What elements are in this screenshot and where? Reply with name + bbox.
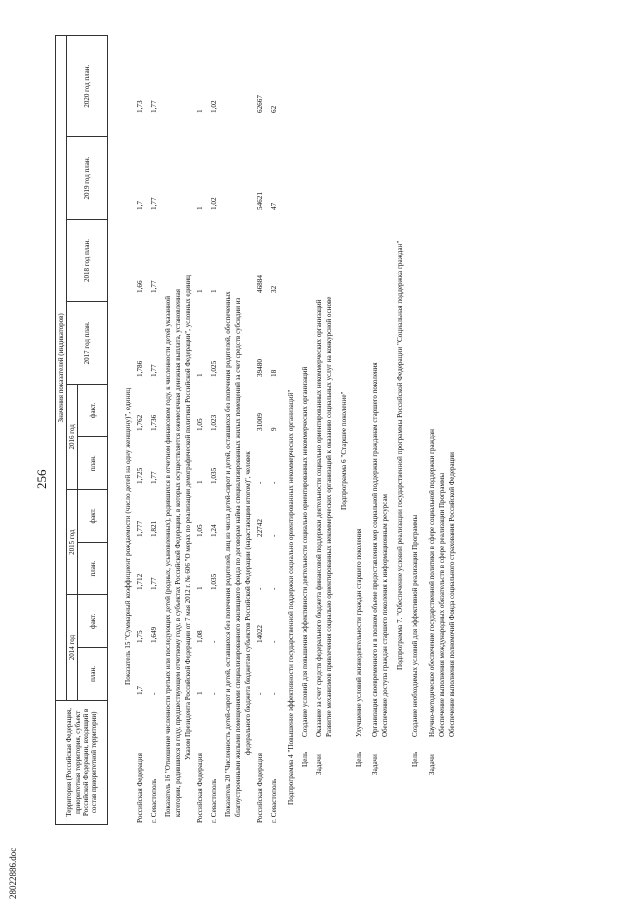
header-plan-2014: план.: [78, 648, 108, 701]
header-fact-2016: факт.: [78, 384, 108, 437]
value-cell: 1,24: [210, 524, 218, 537]
value-cell: 1: [196, 691, 204, 695]
value-cell: 1: [196, 373, 204, 377]
file-id: 28022886.doc: [8, 847, 18, 899]
value-cell: -: [256, 587, 264, 590]
sp4-task: Оказание за счет средств федерального бюджета финансовой поддержки деятельности социально ориентированных некоммерческих организаций: [315, 299, 323, 737]
value-cell: 54621: [256, 192, 264, 210]
value-cell: 1,77: [150, 471, 158, 484]
header-2020: 2020 год план.: [67, 36, 108, 137]
value-cell: 1,77: [150, 197, 158, 210]
header-2014: 2014 год: [67, 595, 78, 700]
value-cell: -: [150, 692, 158, 695]
value-cell: -: [256, 481, 264, 484]
value-cell: 1: [196, 206, 204, 210]
table-row: [150, 0, 160, 905]
value-cell: 1,66: [136, 280, 144, 293]
value-cell: -: [256, 692, 264, 695]
sp7-task: Обеспечение выполнения международных обязательств в сфере реализации Программы: [438, 472, 446, 737]
value-cell: 39480: [256, 359, 264, 377]
value-cell: 1,77: [150, 280, 158, 293]
sp6-task: Обеспечение доступа граждан старшего поколения к информационным ресурсам: [381, 494, 389, 737]
value-cell: 1,035: [210, 467, 218, 484]
value-cell: 1: [196, 480, 204, 484]
value-cell: 1,7: [136, 686, 144, 695]
value-cell: -: [270, 640, 278, 643]
value-cell: 1,02: [210, 197, 218, 210]
table-row: [196, 0, 206, 905]
value-cell: 1,736: [150, 414, 158, 431]
header-plan-2016: план.: [78, 437, 108, 490]
sp4-tasks-label: Задачи: [315, 754, 323, 775]
value-cell: 1,821: [150, 520, 158, 537]
value-cell: 47: [270, 202, 278, 210]
value-cell: 1,023: [210, 414, 218, 431]
subprogram-6-title: Подпрограмма 6 "Старшее поколение": [340, 391, 348, 510]
value-cell: 1,77: [150, 100, 158, 113]
row-name: г. Севастополь: [150, 778, 158, 823]
row-name: г. Севастополь: [210, 778, 218, 823]
value-cell: 1: [196, 289, 204, 293]
row-name: Российская Федерация: [136, 753, 144, 823]
header-2017: 2017 год план.: [67, 302, 108, 384]
value-cell: -: [270, 692, 278, 695]
header-2018: 2018 год план.: [67, 219, 108, 301]
table-row: [210, 0, 220, 905]
table-row: [270, 0, 280, 905]
value-cell: 1,05: [196, 524, 204, 537]
header-2015: 2015 год: [67, 489, 78, 594]
header-values-title: Значения показателей (индикаторов): [56, 36, 67, 701]
header-2016: 2016 год: [67, 384, 78, 489]
value-cell: 1,025: [210, 360, 218, 377]
sp7-goal: Создание необходимых условий для эффективной реализации Программы: [411, 514, 419, 737]
sp6-task: Организация своевременного и в полном объеме предоставления мер социальной поддержки гражданам старшего поколения: [371, 362, 379, 737]
header-2019: 2019 год план.: [67, 137, 108, 219]
indicator-20-line: Показатель 20 "Численность детей-сирот и детей, оставшихся без попечения родителей, лиц из числа детей-сирот и детей, оставшихся без попечения родителей, обеспеченных: [224, 291, 232, 817]
indicator-15-title: Показатель 15 "Суммарный коэффициент рождаемости (число детей на одну женщину)", единиц: [124, 387, 132, 685]
value-cell: -: [270, 534, 278, 537]
header-territory: Территория (Российская Федерация, приоритетная территория, субъект Российской Федерации, входящий в состав приоритетной территории): [56, 700, 108, 824]
sp7-task: Научно-методическое обеспечение государственной политики в сфере социальной поддержки граждан: [428, 429, 436, 737]
value-cell: 1: [210, 289, 218, 293]
indicators-header-table: [55, 35, 108, 825]
sp4-goal-label: Цель: [301, 751, 309, 767]
value-cell: 46884: [256, 275, 264, 293]
value-cell: 1,035: [210, 573, 218, 590]
indicator-16-line: Показатель 16 "Отношение численности третьих или последующих детей (родных, усыновленных), родившихся в отчетном финансовом году, к численности детей указанной: [164, 295, 172, 817]
value-cell: 1,77: [150, 364, 158, 377]
value-cell: -: [270, 481, 278, 484]
value-cell: 1,649: [150, 626, 158, 643]
value-cell: 1,725: [136, 467, 144, 484]
sp7-tasks-label: Задачи: [428, 754, 436, 775]
value-cell: 1,777: [136, 520, 144, 537]
indicator-20-line: федерального бюджета бюджетам субъектов Российской Федерации (нарастающим итогом)", человек: [244, 451, 252, 755]
value-cell: 1,762: [136, 414, 144, 431]
value-cell: 1,08: [196, 630, 204, 643]
row-name: Российская Федерация: [256, 753, 264, 823]
value-cell: 62667: [256, 95, 264, 113]
sp7-goal-label: Цель: [411, 751, 419, 767]
value-cell: 1,77: [150, 577, 158, 590]
value-cell: 18: [270, 369, 278, 377]
sp4-goal: Создание условий для повышения эффективности деятельности социально ориентированных некоммерческих организаций: [301, 366, 309, 737]
value-cell: 1,73: [136, 100, 144, 113]
value-cell: 1: [196, 109, 204, 113]
indicator-20-line: благоустроенными жилыми помещениями специализированного жилищного фонда по договорам найма специализированных жилых помещений за счет средств субсидии из: [234, 297, 242, 817]
value-cell: 1,786: [136, 360, 144, 377]
value-cell: 14022: [256, 625, 264, 643]
value-cell: 22742: [256, 519, 264, 537]
table-row: [256, 0, 266, 905]
row-name: Российская Федерация: [196, 753, 204, 823]
value-cell: 32: [270, 285, 278, 293]
value-cell: -: [210, 640, 218, 643]
value-cell: 31009: [256, 413, 264, 431]
subprogram-4-title: Подпрограмма 4 "Повышение эффективности государственной поддержки социально ориентированных некоммерческих организаций": [287, 389, 295, 805]
value-cell: 1,75: [136, 630, 144, 643]
value-cell: 9: [270, 427, 278, 431]
sp4-task: Развитие механизмов привлечения социально ориентированных некоммерческих организаций к оказанию социальных услуг на конкурсной основе: [325, 296, 333, 737]
sp6-goal: Улучшение условий жизнедеятельности граждан старшего поколения: [355, 528, 363, 737]
value-cell: -: [270, 587, 278, 590]
row-name: г. Севастополь: [270, 778, 278, 823]
table-row: [136, 0, 146, 905]
header-fact-2014: факт.: [78, 595, 108, 648]
header-plan-2015: план.: [78, 542, 108, 595]
value-cell: 1,02: [210, 100, 218, 113]
indicator-16-line: Указом Президента Российской Федерации от 7 мая 2012 г. № 606 "О мерах по реализации демографической политики Российской Федерации", условных единиц: [184, 275, 192, 760]
value-cell: -: [210, 692, 218, 695]
sp6-tasks-label: Задачи: [371, 754, 379, 775]
value-cell: 1,7: [136, 201, 144, 210]
value-cell: 1,05: [196, 418, 204, 431]
value-cell: 1: [196, 586, 204, 590]
sp7-task: Обеспечение выполнения полномочий Фонда социального страхования Российской Федерации: [448, 452, 456, 737]
sp6-goal-label: Цель: [355, 751, 363, 767]
value-cell: 62: [270, 105, 278, 113]
indicator-16-line: категории, родившихся в году, предшествующем отчетному году, в субъектах Российской Федерации, в которых осуществляется ежемесячная денежная выплата, установленная: [174, 289, 182, 817]
value-cell: 1,712: [136, 573, 144, 590]
page-number: 256: [34, 469, 49, 489]
subprogram-7-title: Подпрограмма 7. "Обеспечение условий реализации государственной программы Российской Федерации "Социальная поддержка граждан": [396, 240, 404, 670]
header-fact-2015: факт.: [78, 489, 108, 542]
